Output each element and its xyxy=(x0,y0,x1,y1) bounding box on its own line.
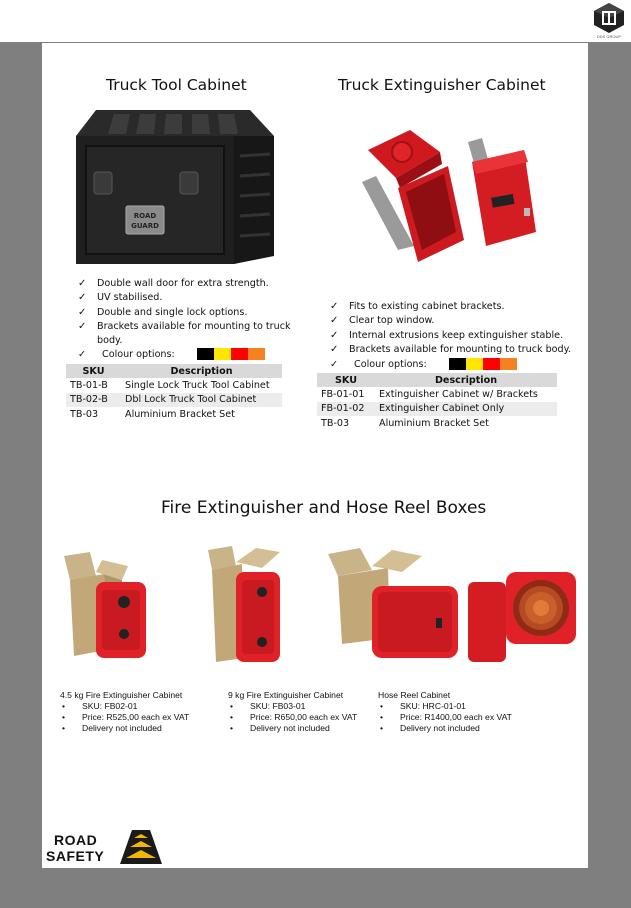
product-block-9kg xyxy=(228,690,357,734)
product-name: Hose Reel Cabinet xyxy=(378,690,451,700)
table-row xyxy=(66,378,282,393)
bullet-icon: • xyxy=(62,701,66,711)
product-detail: • SKU: FB02-01 xyxy=(62,701,138,711)
bullet-icon: • xyxy=(62,723,66,733)
sku-header: SKU xyxy=(317,373,375,387)
bullet-icon: • xyxy=(230,723,234,733)
checkmark-icon: ✓ xyxy=(330,343,339,355)
extinguisher-cabinet-sku-table xyxy=(317,373,557,431)
hose-reel-cabinet-closed-image xyxy=(326,548,462,662)
bullet-icon: • xyxy=(380,723,384,733)
checkmark-icon: ✓ xyxy=(330,315,339,327)
product-block-hose-reel xyxy=(378,690,512,734)
bullet-icon: • xyxy=(380,712,384,722)
plate-line1: ROAD xyxy=(133,212,157,220)
sku-cell: TB-01-B xyxy=(70,379,108,391)
table-row xyxy=(317,402,557,417)
sku-cell: FB-01-02 xyxy=(317,402,375,417)
extinguisher-cabinet-image xyxy=(352,122,546,282)
tool-cabinet-features xyxy=(76,277,301,348)
description-cell: Single Lock Truck Tool Cabinet xyxy=(125,379,270,391)
product-detail: • Price: R1400,00 each ex VAT xyxy=(380,712,512,722)
description-header: Description xyxy=(121,364,282,378)
checkmark-icon: ✓ xyxy=(78,292,87,304)
colour-label: Colour options: xyxy=(102,348,175,360)
product-detail: • Delivery not included xyxy=(230,723,330,733)
colour-swatch xyxy=(483,358,500,370)
product-detail: • SKU: FB03-01 xyxy=(230,701,306,711)
product-detail: • Price: R525,00 each ex VAT xyxy=(62,712,190,722)
feature-item: ✓ Double wall door for extra strength. xyxy=(76,277,301,291)
road-safety-logo-line1: ROAD xyxy=(54,832,98,848)
feature-item: ✓ Brackets available for mounting to truck body. xyxy=(78,320,291,347)
boxes-section-title: Fire Extinguisher and Hose Reel Boxes xyxy=(161,498,487,518)
colour-swatch xyxy=(248,348,265,360)
product-name: 9 kg Fire Extinguisher Cabinet xyxy=(228,690,344,700)
extinguisher-cabinet-colour-options xyxy=(328,358,517,370)
sku-cell: TB-03 xyxy=(321,417,350,429)
tool-cabinet-title: Truck Tool Cabinet xyxy=(106,76,247,94)
product-name: 4.5 kg Fire Extinguisher Cabinet xyxy=(60,690,183,700)
bullet-icon: • xyxy=(230,701,234,711)
fire-extinguisher-cabinet-9kg-image xyxy=(206,546,286,666)
description-cell: Dbl Lock Truck Tool Cabinet xyxy=(121,393,282,408)
checkmark-icon: ✓ xyxy=(330,358,339,370)
plate-line2: GUARD xyxy=(131,222,159,230)
tool-cabinet-sku-table xyxy=(66,364,282,422)
colour-swatch xyxy=(197,348,214,360)
bullet-icon: • xyxy=(62,712,66,722)
table-row xyxy=(317,387,557,402)
hose-reel-cabinet-open-image xyxy=(466,570,578,666)
fire-extinguisher-cabinet-4kg-image xyxy=(62,552,150,664)
colour-swatch xyxy=(500,358,517,370)
product-block-4kg xyxy=(60,690,189,734)
table-row xyxy=(66,407,282,422)
tool-cabinet-image xyxy=(74,106,276,268)
extinguisher-cabinet-title: Truck Extinguisher Cabinet xyxy=(338,76,546,94)
feature-item: ✓ Fits to existing cabinet brackets. xyxy=(328,300,578,314)
bullet-icon: • xyxy=(380,701,384,711)
corner-brand-logo xyxy=(592,2,626,40)
feature-item: ✓ Double and single lock options. xyxy=(76,306,301,320)
cube-logo-icon xyxy=(592,2,626,34)
product-detail: • Delivery not included xyxy=(62,723,162,733)
sku-header: SKU xyxy=(66,364,121,378)
colour-swatch xyxy=(214,348,231,360)
description-header: Description xyxy=(375,373,557,387)
checkmark-icon: ✓ xyxy=(78,306,87,318)
checkmark-icon: ✓ xyxy=(330,329,339,341)
tool-cabinet-colour-options xyxy=(76,348,265,360)
checkmark-icon: ✓ xyxy=(78,320,87,332)
colour-swatch xyxy=(231,348,248,360)
bullet-icon: • xyxy=(230,712,234,722)
colour-swatch xyxy=(449,358,466,370)
checkmark-icon: ✓ xyxy=(78,348,87,360)
feature-item: ✓ Internal extrusions keep extinguisher stable. xyxy=(328,329,578,343)
road-safety-logo-line2: SAFETY xyxy=(46,848,105,864)
description-cell: Aluminium Bracket Set xyxy=(125,408,235,420)
description-cell: Extinguisher Cabinet w/ Brackets xyxy=(379,388,538,400)
road-safety-logo xyxy=(44,826,164,868)
feature-item: ✓ UV stabilised. xyxy=(76,291,301,305)
product-detail: • Delivery not included xyxy=(380,723,480,733)
feature-item: ✓ Clear top window. xyxy=(328,314,578,328)
product-detail: • SKU: HRC-01-01 xyxy=(380,701,466,711)
sku-cell: TB-02-B xyxy=(66,393,121,408)
extinguisher-cabinet-features xyxy=(328,300,578,357)
corner-logo-text: DDS GROUP xyxy=(596,34,622,39)
feature-item: ✓ Brackets available for mounting to truck body. xyxy=(328,343,578,357)
sku-cell: FB-01-01 xyxy=(321,388,365,400)
sku-cell: TB-03 xyxy=(70,408,99,420)
colour-swatch xyxy=(466,358,483,370)
colour-label: Colour options: xyxy=(354,358,427,370)
description-cell: Aluminium Bracket Set xyxy=(379,417,489,429)
checkmark-icon: ✓ xyxy=(78,278,87,289)
chevron-road-icon xyxy=(118,828,164,866)
table-row xyxy=(317,416,557,431)
product-detail: • Price: R650,00 each ex VAT xyxy=(230,712,358,722)
table-row xyxy=(66,393,282,408)
description-cell: Extinguisher Cabinet Only xyxy=(375,402,557,417)
checkmark-icon: ✓ xyxy=(330,301,339,312)
